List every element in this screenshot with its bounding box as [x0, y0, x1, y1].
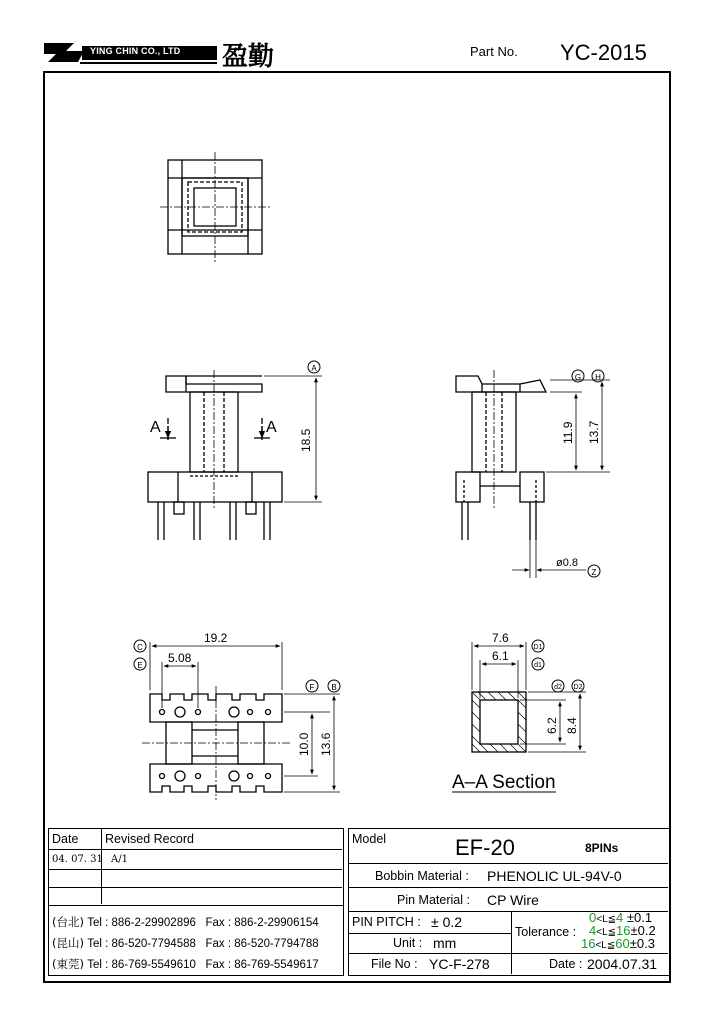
dim-d2b-label: 8.4: [565, 717, 579, 734]
tolerance-value: ±0.1: [626, 910, 653, 925]
company-chinese-name: 盈勤: [222, 42, 275, 72]
top-view: [160, 152, 270, 262]
company-name: YING CHIN CO., LTD: [90, 46, 181, 56]
model-value: EF-20: [455, 835, 515, 860]
tolerance-value: ±0.3: [629, 936, 655, 951]
callout-a: A: [311, 364, 317, 373]
dim-c-label: 19.2: [204, 631, 228, 645]
unit-value: mm: [433, 935, 457, 951]
revision-table: [48, 828, 344, 906]
tolerance-low: 4: [589, 923, 597, 938]
section-arrow-left-label: A: [150, 419, 161, 436]
dim-e-label: 5.08: [168, 651, 192, 665]
spec-table: [348, 828, 670, 976]
callout-d2: D2: [573, 684, 583, 691]
tolerance-low: 16: [581, 936, 596, 951]
callout-z: Z: [591, 568, 597, 577]
contact-tel: Tel : 86-520-7794588: [87, 938, 196, 950]
contact-row: [52, 956, 319, 972]
pin-pitch-label: PIN PITCH :: [352, 915, 421, 929]
contact-location: (昆山): [52, 936, 84, 950]
date-label: Date :: [549, 957, 583, 971]
part-no-value: YC-2015: [560, 40, 647, 65]
bobbin-material-label: Bobbin Material :: [375, 869, 469, 883]
pin-pitch-value: ± 0.2: [431, 914, 463, 930]
tolerance-high: 4: [616, 910, 624, 925]
date-value: 2004.07.31: [587, 956, 658, 972]
file-no-label: File No :: [371, 957, 418, 971]
callout-d2-small: d2: [554, 684, 562, 691]
contact-block: [48, 906, 344, 976]
revision-row-date: 04. 07. 31: [52, 854, 103, 865]
dim-b-label: 13.6: [319, 732, 333, 756]
pin-material-value: CP Wire: [487, 892, 539, 908]
pins-value: 8PINs: [585, 841, 619, 855]
tolerance-row: [581, 937, 655, 952]
tolerance-high: 16: [616, 923, 631, 938]
contact-tel: Tel : 886-2-29902896: [87, 917, 196, 929]
dim-z-label: ø0.8: [556, 557, 579, 569]
file-no-value: YC-F-278: [429, 956, 490, 972]
revision-row-record: A/1: [111, 854, 128, 865]
contact-row: [52, 935, 319, 951]
dim-d2-label: 6.2: [545, 717, 559, 734]
revision-record-header: Revised Record: [105, 832, 194, 846]
dim-d1b-label: 6.1: [492, 649, 509, 663]
callout-d1-small: d1: [534, 662, 542, 669]
callout-e: E: [137, 661, 143, 670]
tolerance-cond: <L≦: [596, 927, 617, 938]
callout-c: C: [137, 643, 143, 652]
contact-fax: Fax : 86-520-7794788: [205, 938, 319, 950]
contact-location: (台北): [52, 915, 84, 929]
bobbin-material-value: PHENOLIC UL-94V-0: [487, 868, 622, 884]
callout-h: H: [595, 373, 601, 382]
dim-g-label: 11.9: [561, 421, 575, 444]
tolerance-high: 60: [615, 936, 630, 951]
tolerance-low: 0: [589, 910, 597, 925]
callout-b: B: [331, 683, 337, 692]
tolerance-cond: <L≦: [596, 914, 617, 925]
tolerance-cond: <L≦: [595, 940, 616, 951]
section-title: A–A Section: [452, 772, 556, 793]
side-view: [456, 370, 610, 578]
pin-material-label: Pin Material :: [397, 893, 470, 907]
dim-h-label: 13.7: [587, 420, 601, 444]
tolerance-label: Tolerance :: [515, 925, 577, 939]
dim-d1-label: 7.6: [492, 631, 509, 645]
revision-date-header: Date: [52, 832, 79, 846]
callout-g: G: [574, 373, 582, 382]
unit-label: Unit :: [393, 936, 423, 950]
contact-location: (東莞): [52, 957, 84, 971]
contact-fax: Fax : 86-769-5549617: [205, 959, 319, 971]
section-arrow-right-label: A: [266, 419, 277, 436]
contact-fax: Fax : 886-2-29906154: [205, 917, 319, 929]
callout-d1: D1: [533, 644, 543, 651]
dim-a-label: 18.5: [299, 428, 313, 452]
contact-row: [52, 914, 319, 930]
contact-tel: Tel : 86-769-5549610: [87, 959, 196, 971]
section-view: [452, 640, 586, 792]
dim-f-label: 10.0: [297, 732, 311, 756]
bottom-view: [134, 640, 340, 800]
model-label: Model: [352, 832, 387, 846]
tolerance-value: ±0.2: [630, 923, 656, 938]
part-no-label: Part No.: [470, 44, 518, 59]
callout-f: F: [309, 683, 315, 692]
front-view: [148, 361, 322, 540]
